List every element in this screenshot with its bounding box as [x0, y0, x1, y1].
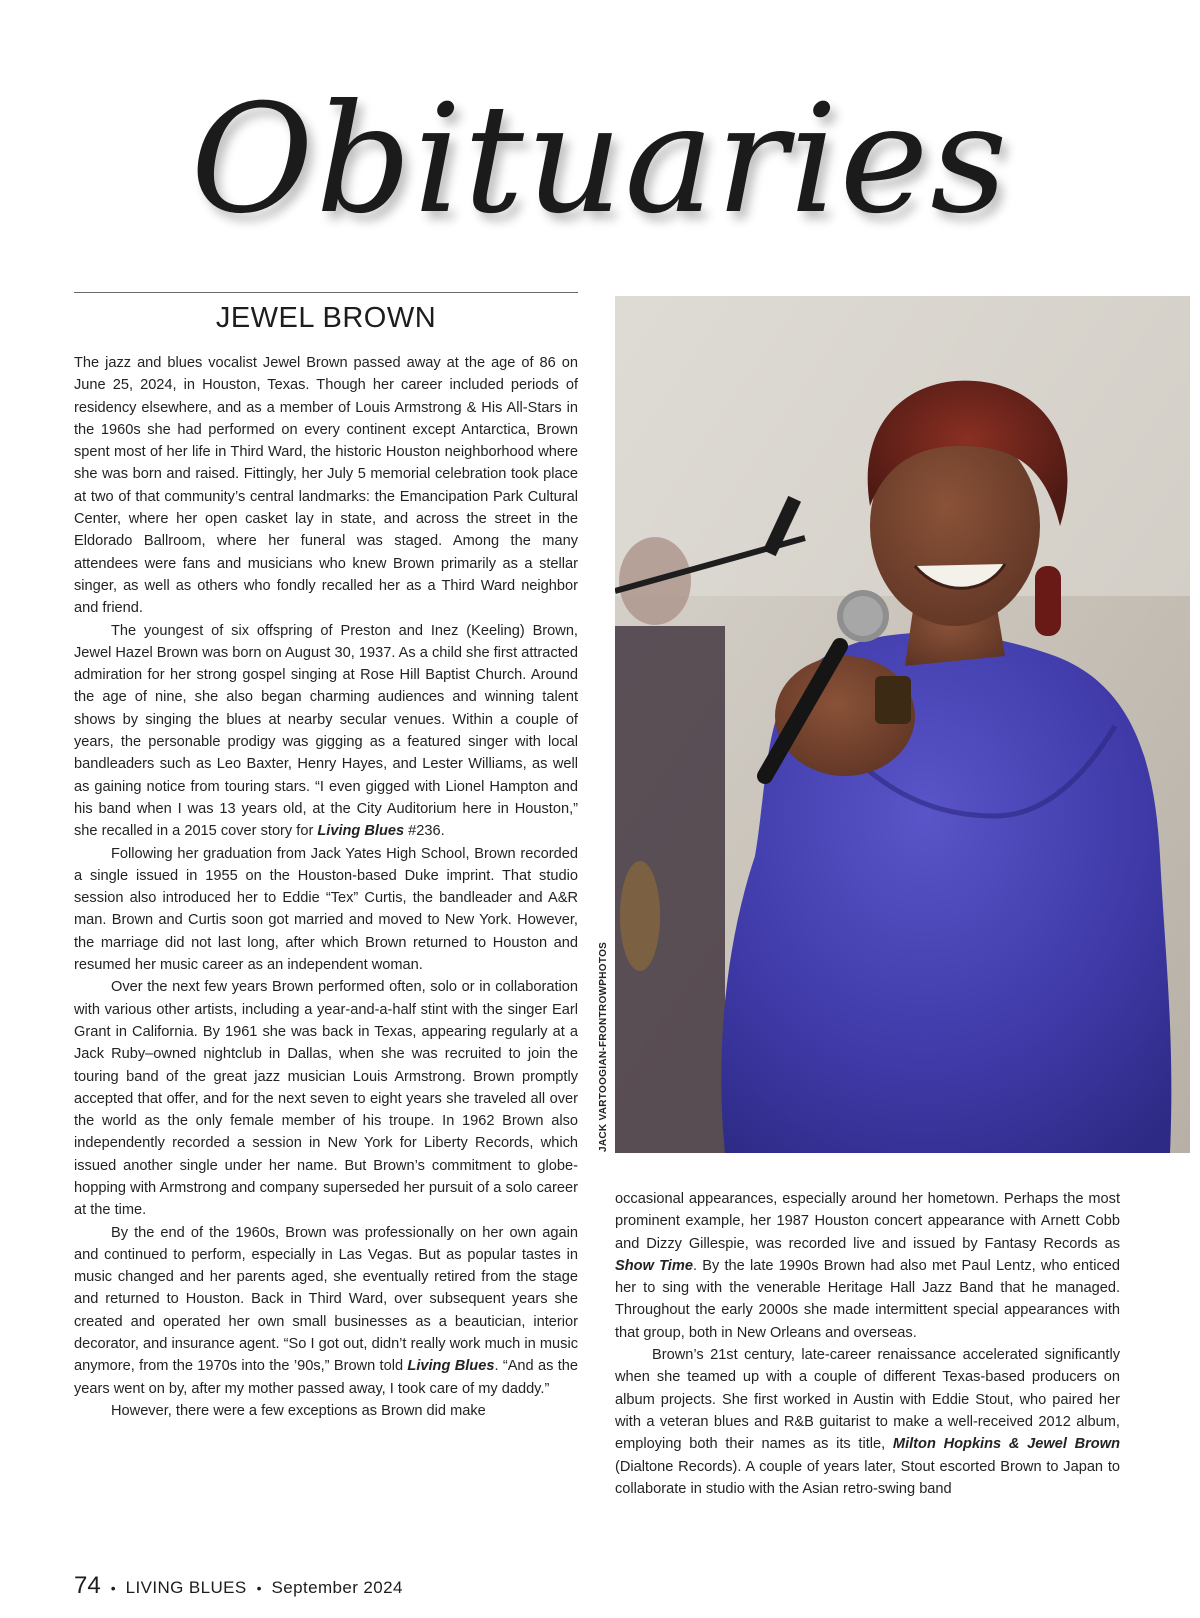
paragraph-7: [615, 1188, 1120, 1344]
paragraph-5-text: By the end of the 1960s, Brown was professionally on her own again and continued to perform, especially in Las Vegas. But as popular tastes in music changed and her parents aged, she eventually retired from the stage and returned to Houston. Back in Third Ward, over subsequent years she created and operated her own small businesses as a beautician, interior decorator, and insurance agent. “So I got out, didn’t really work much in music anymore, from the 1970s into the ’90s,” Brown told: [74, 1224, 578, 1375]
paragraph-4: Over the next few years Brown performed often, solo or in collaboration with various other artists, including a year-and-a-half stint with the singer Earl Grant in California. By 1961 she was back in Texas, appearing regularly at a Jack Ruby–owned nightclub in Dallas, when she was recruited to join the touring band of the great jazz musician Louis Armstrong. Brown promptly accepted that offer, and for the next seven to eight years she traveled all over the world as the only female member of his troupe. In 1962 Brown also independently recorded a session in New York for Liberty Records, which issued another single under her name. But Brown’s commitment to globe-hopping with Armstrong and company superseded her pursuit of a solo career at the time.: [74, 979, 578, 1219]
article-headline: JEWEL BROWN: [215, 302, 437, 334]
footer-separator: •: [110, 1580, 116, 1596]
paragraph-2: [74, 620, 578, 843]
footer-separator: •: [256, 1580, 262, 1596]
paragraph-8-text-end: (Dialtone Records). A couple of years later, Stout escorted Brown to Japan to collaborate in studio with the Asian retro-swing band: [615, 1458, 1120, 1497]
photo-jewel-brown: [615, 296, 1190, 1153]
paragraph-3: Following her graduation from Jack Yates High School, Brown recorded a single issued in 1955 on the Houston-based Duke imprint. That studio session also introduced her to Eddie “Tex” Curtis, the bandleader and A&R man. Brown and Curtis soon got married and moved to New York. However, the marriage did not last long, after which Brown returned to Houston and resumed her music career as an independent woman.: [74, 845, 578, 974]
issue-date: September 2024: [271, 1578, 403, 1597]
paragraph-2-text: The youngest of six offspring of Preston and Inez (Keeling) Brown, Jewel Hazel Brown was born on August 30, 1937. As a child she first attracted admiration for her strong gospel singing at Rose Hill Baptist Church. Around the age of nine, she also began charming audiences and winning talent shows by singing the blues at nearby secular venues. Within a couple of years, the personable prodigy was gigging as a featured singer with local bandleaders such as Leo Baxter, Henry Hayes, and Lester Williams, as well as gaining notice from touring stars. “I even gigged with Lionel Hampton and his band when I was 13 years old, at the City Auditorium here in Houston,” she recalled in a 2015 cover story for: [74, 622, 578, 840]
paragraph-5-text-end: . “And as the years went on by, after my mother passed away, I took care of my daddy.”: [74, 1358, 578, 1397]
page-footer: [74, 1572, 403, 1602]
page-number: 74: [74, 1572, 101, 1599]
paragraph-6: However, there were a few exceptions as Brown did make: [111, 1402, 486, 1419]
paragraph-5: [74, 1222, 578, 1400]
article-column-left: [74, 352, 578, 1492]
performer-photo-illustration: [615, 296, 1190, 1153]
paragraph-1: The jazz and blues vocalist Jewel Brown passed away at the age of 86 on June 25, 2024, in Houston, Texas. Though her career included periods of residency elsewhere, and as a member of Louis Armstrong & His All-Stars in the 1960s she had performed on every continent except Antarctica, Brown spent most of her life in Third Ward, the historic Houston neighborhood where she was born and raised. Fittingly, her July 5 memorial celebration took place at two of that community’s central landmarks: the Emancipation Park Cultural Center, where her open casket lay in state, and across the street in the Eldorado Ballroom, where her funeral was staged. Among the many attendees were fans and musicians who knew Brown primarily as a stellar singer, as well as others who fondly recalled her as a Third Ward neighbor and friend.: [74, 355, 578, 617]
album-title: Milton Hopkins & Jewel Brown: [892, 1436, 1120, 1453]
paragraph-2-issue: #236.: [404, 823, 445, 840]
paragraph-8-text: Brown’s 21st century, late-career renaissance accelerated significantly when she teamed up with a couple of different Texas-based producers on album projects. She first worked in Austin with Eddie Stout, who paired her with a veteran blues and R&B guitarist to make a well-received 2012 album, employing both their names as its title,: [615, 1347, 1120, 1453]
paragraph-7-text: occasional appearances, especially around her hometown. Perhaps the most prominent example, her 1987 Houston concert appearance with Arnett Cobb and Dizzy Gillespie, was recorded live and issued by Fantasy Records as: [615, 1191, 1120, 1252]
magazine-title: Living Blues: [317, 823, 405, 840]
publication-name: LIVING BLUES: [125, 1578, 247, 1597]
masthead-title: Obituaries: [190, 73, 1010, 247]
headline-rule: [74, 292, 578, 293]
paragraph-7-text-end: . By the late 1990s Brown had also met Paul Lentz, who enticed her to sing with the venerable Heritage Hall Jazz Band that he managed. Throughout the early 2000s she made intermittent special appearances with that group, both in New Orleans and overseas.: [615, 1257, 1120, 1341]
photo-credit: JACK VARTOOGIAN-FRONTROWPHOTOS: [598, 941, 609, 1152]
masthead: [0, 60, 1200, 280]
album-title: Show Time: [615, 1257, 693, 1274]
article-column-right: [615, 1188, 1120, 1504]
magazine-title: Living Blues: [407, 1358, 495, 1375]
paragraph-8: [615, 1344, 1120, 1500]
